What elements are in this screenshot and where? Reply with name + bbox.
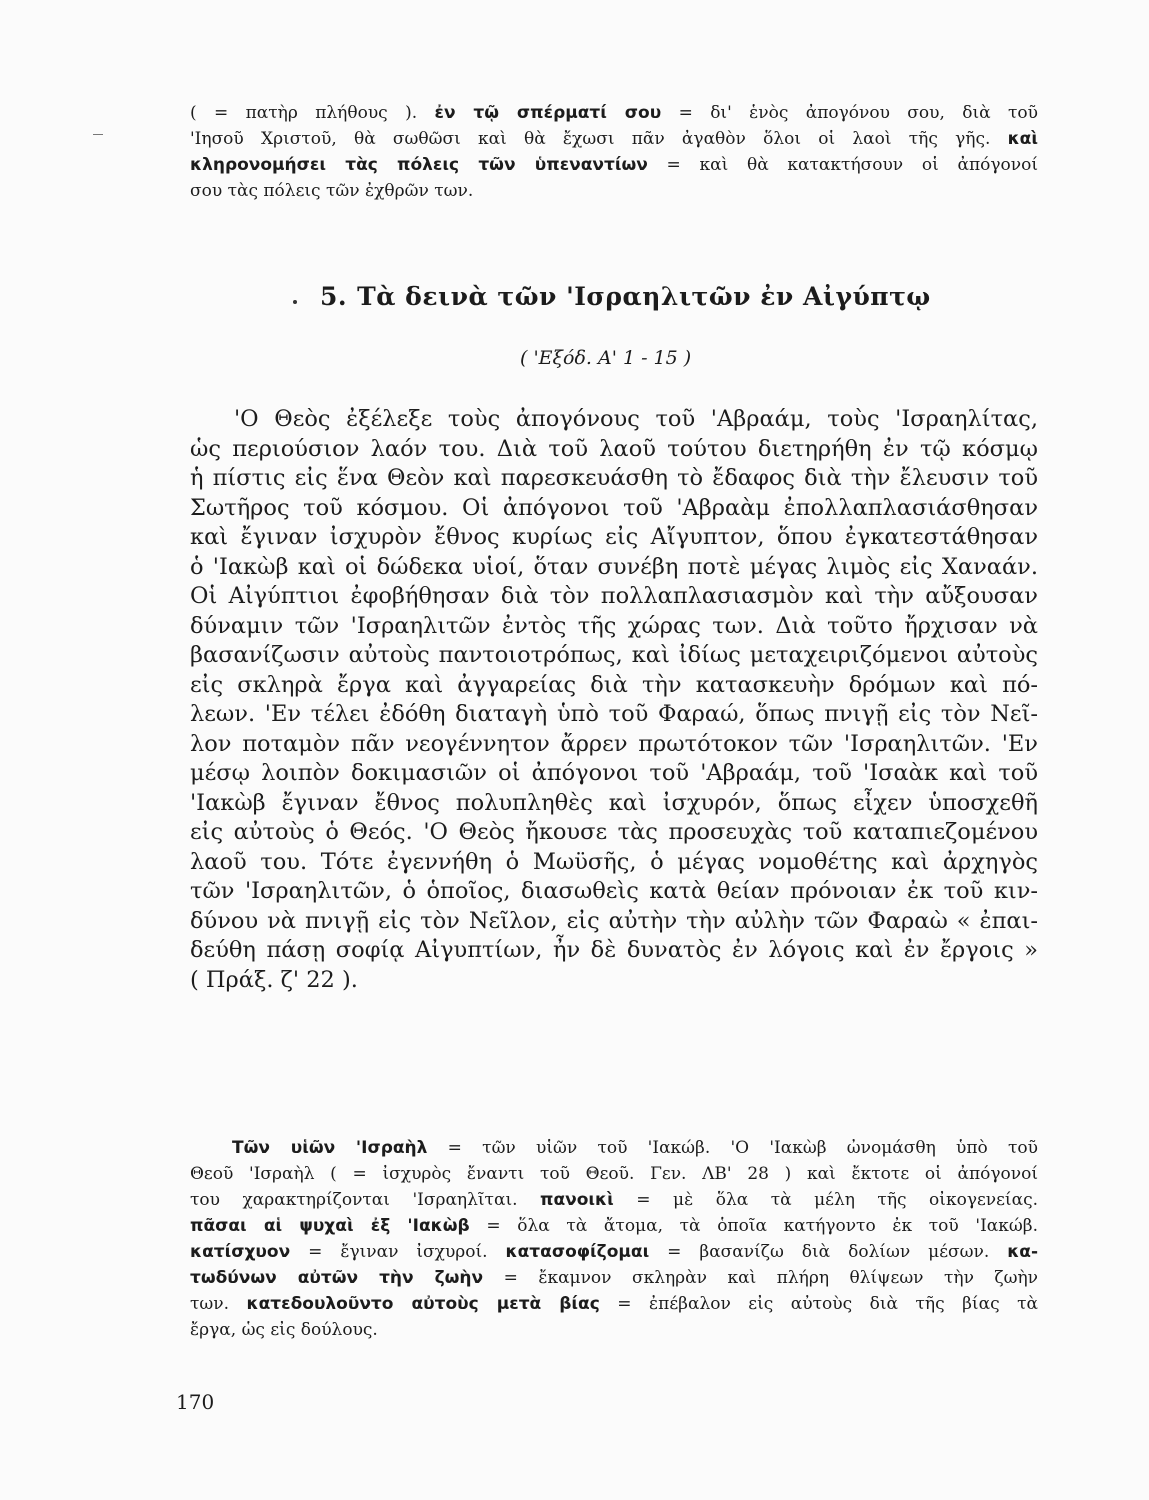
body-line: εἰς σκληρὰ ἔργα καὶ ἀγγαρείας διὰ τὴν κατασκευὴν δρόμων καὶ πό- bbox=[190, 671, 1038, 698]
glossary-text: = βασανίζω διὰ δολίων μέσων. bbox=[649, 1242, 1008, 1262]
glossary-term: καὶ bbox=[1007, 129, 1038, 149]
body-line: λον ποταμὸν πᾶν νεογέννητον ἄρρεν πρωτότοκον τῶν 'Ισραηλιτῶν. 'Εν bbox=[190, 730, 1038, 757]
bottom-glossary-notes bbox=[190, 1135, 1038, 1343]
note-line bbox=[190, 1291, 1038, 1317]
glossary-text: = ἔκαμνον σκληρὰν καὶ πλήρη θλίψεων τὴν ζωὴν bbox=[483, 1268, 1038, 1288]
glossary-text: = ἐπέβαλον εἰς αὐτοὺς διὰ τῆς βίας τὰ bbox=[599, 1294, 1038, 1314]
body-line: 'Ιακὼβ ἔγιναν ἔθνος πολυπληθὲς καὶ ἰσχυρόν, ὅπως εἶχεν ὑποσχεθῆ bbox=[190, 789, 1038, 816]
note-line bbox=[190, 1213, 1038, 1239]
glossary-text: = μὲ ὅλα τὰ μέλη τῆς οἰκογενείας. bbox=[613, 1190, 1038, 1210]
body-line: βασανίζωσιν αὐτοὺς παντοιοτρόπως, καὶ ἰδίως μεταχειριζόμενοι αὐτοὺς bbox=[190, 642, 1038, 668]
body-line: ἡ πίστις εἰς ἕνα Θεὸν καὶ παρεσκευάσθη τὸ ἔδαφος διὰ τὴν ἔλευσιν τοῦ bbox=[190, 465, 1038, 491]
margin-mark bbox=[93, 134, 103, 135]
glossary-text: Θεοῦ 'Ισραὴλ ( = ἰσχυρὸς ἔναντι τοῦ Θεοῦ. Γεν. ΛΒ' 28 ) καὶ ἔκτοτε οἱ ἀπόγονοί bbox=[190, 1164, 1038, 1184]
body-line: ( Πράξ. ζ' 22 ). bbox=[190, 966, 358, 993]
glossary-text: = ἔγιναν ἰσχυροί. bbox=[290, 1242, 506, 1262]
glossary-text: ( = πατὴρ πλήθους ). bbox=[190, 103, 435, 123]
note-line bbox=[190, 1317, 1038, 1343]
note-line bbox=[190, 1187, 1038, 1213]
body-line: Σωτῆρος τοῦ κόσμου. Οἱ ἀπόγονοι τοῦ 'Αβραὰμ ἐπολλαπλασιάσθησαν bbox=[190, 494, 1038, 521]
main-body-text bbox=[190, 405, 1038, 995]
note-line bbox=[190, 100, 1038, 126]
glossary-term: κατασοφίζομαι bbox=[505, 1242, 650, 1262]
body-line: δεύθη πάσῃ σοφίᾳ Αἰγυπτίων, ἦν δὲ δυνατὸς ἐν λόγοις καὶ ἐν ἔργοις » bbox=[190, 937, 1038, 963]
glossary-text: = δι' ἑνὸς ἀπογόνου σου, διὰ τοῦ bbox=[661, 103, 1038, 123]
body-line: τῶν 'Ισραηλιτῶν, ὁ ὁποῖος, διασωθεὶς κατὰ θείαν πρόνοιαν ἐκ τοῦ κιν- bbox=[190, 878, 1038, 904]
glossary-term: ἐν τῷ σπέρματί σου bbox=[434, 103, 662, 123]
body-line: μέσῳ λοιπὸν δοκιμασιῶν οἱ ἀπόγονοι τοῦ 'Αβραάμ, τοῦ 'Ισαὰκ καὶ τοῦ bbox=[190, 760, 1038, 786]
section-number: 5. bbox=[320, 282, 348, 311]
glossary-text: = ὅλα τὰ ἄτομα, τὰ ὁποῖα κατήγοντο ἐκ τοῦ 'Ιακώβ. bbox=[469, 1216, 1038, 1236]
glossary-text: του χαρακτηρίζονται 'Ισραηλῖται. bbox=[190, 1190, 541, 1210]
glossary-term: κατίσχυον bbox=[190, 1242, 291, 1262]
body-line: λεων. 'Εν τέλει ἐδόθη διαταγὴ ὑπὸ τοῦ Φαραώ, ὅπως πνιγῇ εἰς τὸν Νεῖ- bbox=[190, 701, 1038, 727]
top-glossary-notes bbox=[190, 100, 1038, 204]
note-line bbox=[190, 152, 1038, 178]
glossary-term: πᾶσαι αἱ ψυχαὶ ἐξ 'Ιακὼβ bbox=[190, 1216, 470, 1236]
note-line bbox=[190, 178, 1038, 204]
glossary-text: των. bbox=[190, 1294, 247, 1314]
glossary-term: πανοικὶ bbox=[540, 1190, 614, 1210]
glossary-text: = καὶ θὰ κατακτήσουν οἱ ἀπόγονοί bbox=[647, 155, 1038, 175]
glossary-text: σου τὰς πόλεις τῶν ἐχθρῶν των. bbox=[190, 181, 474, 201]
body-line: Οἱ Αἰγύπτιοι ἐφοβήθησαν διὰ τὸν πολλαπλασιασμὸν καὶ τὴν αὔξουσαν bbox=[190, 583, 1038, 609]
body-line: καὶ ἔγιναν ἰσχυρὸν ἔθνος κυρίως εἰς Αἴγυπτον, ὅπου ἐγκατεστάθησαν bbox=[190, 524, 1038, 550]
glossary-term: κληρονομήσει τὰς πόλεις τῶν ὑπεναντίων bbox=[190, 155, 648, 175]
note-line bbox=[190, 1161, 1038, 1187]
note-line bbox=[190, 1265, 1038, 1291]
body-line: ὡς περιούσιον λαόν του. Διὰ τοῦ λαοῦ τούτου διετηρήθη ἐν τῷ κόσμῳ bbox=[190, 435, 1038, 462]
body-line: ὁ 'Ιακὼβ καὶ οἱ δώδεκα υἱοί, ὅταν συνέβη ποτὲ μέγας λιμὸς εἰς Χαναάν. bbox=[190, 553, 1038, 580]
glossary-text: ἔργα, ὡς εἰς δούλους. bbox=[190, 1320, 378, 1340]
note-line bbox=[190, 1239, 1038, 1265]
section-title: Τὰ δεινὰ τῶν 'Ισραηλιτῶν ἐν Αἰγύπτῳ bbox=[357, 282, 931, 311]
body-line: δύναμιν τῶν 'Ισραηλιτῶν ἐντὸς τῆς χώρας των. Διὰ τοῦτο ἤρχισαν νὰ bbox=[190, 612, 1038, 639]
scripture-reference: ( 'Εξόδ. Α' 1 - 15 ) bbox=[520, 347, 692, 369]
glossary-term: τωδύνων αὐτῶν τὴν ζωὴν bbox=[190, 1268, 484, 1288]
glossary-term: Τῶν υἱῶν 'Ισραὴλ bbox=[232, 1138, 428, 1158]
body-line: λαοῦ του. Τότε ἐγεννήθη ὁ Μωϋσῆς, ὁ μέγας νομοθέτης καὶ ἀρχηγὸς bbox=[190, 848, 1038, 875]
glossary-text: = τῶν υἱῶν τοῦ 'Ιακώβ. 'Ο 'Ιακὼβ ὠνομάσθη ὑπὸ τοῦ bbox=[427, 1138, 1038, 1158]
body-line: 'Ο Θεὸς ἐξέλεξε τοὺς ἀπογόνους τοῦ 'Αβραάμ, τοὺς 'Ισραηλίτας, bbox=[234, 406, 1038, 432]
body-line: εἰς αὐτοὺς ὁ Θεός. 'Ο Θεὸς ἤκουσε τὰς προσευχὰς τοῦ καταπιεζομένου bbox=[190, 819, 1038, 845]
glossary-text: 'Ιησοῦ Χριστοῦ, θὰ σωθῶσι καὶ θὰ ἔχωσι πᾶν ἀγαθὸν ὅλοι οἱ λαοὶ τῆς γῆς. bbox=[190, 129, 1008, 149]
note-line bbox=[190, 1135, 1038, 1161]
note-line bbox=[190, 126, 1038, 152]
body-line: δύνου νὰ πνιγῇ εἰς τὸν Νεῖλον, εἰς αὐτὴν τὴν αὐλὴν τῶν Φαραὼ « ἐπαι- bbox=[190, 907, 1038, 934]
glossary-term: κα- bbox=[1007, 1242, 1038, 1262]
section-heading bbox=[320, 282, 931, 311]
glossary-term: κατεδουλοῦντο αὐτοὺς μετὰ βίας bbox=[246, 1294, 600, 1314]
page-number: 170 bbox=[176, 1390, 215, 1414]
heading-dot bbox=[293, 300, 297, 304]
